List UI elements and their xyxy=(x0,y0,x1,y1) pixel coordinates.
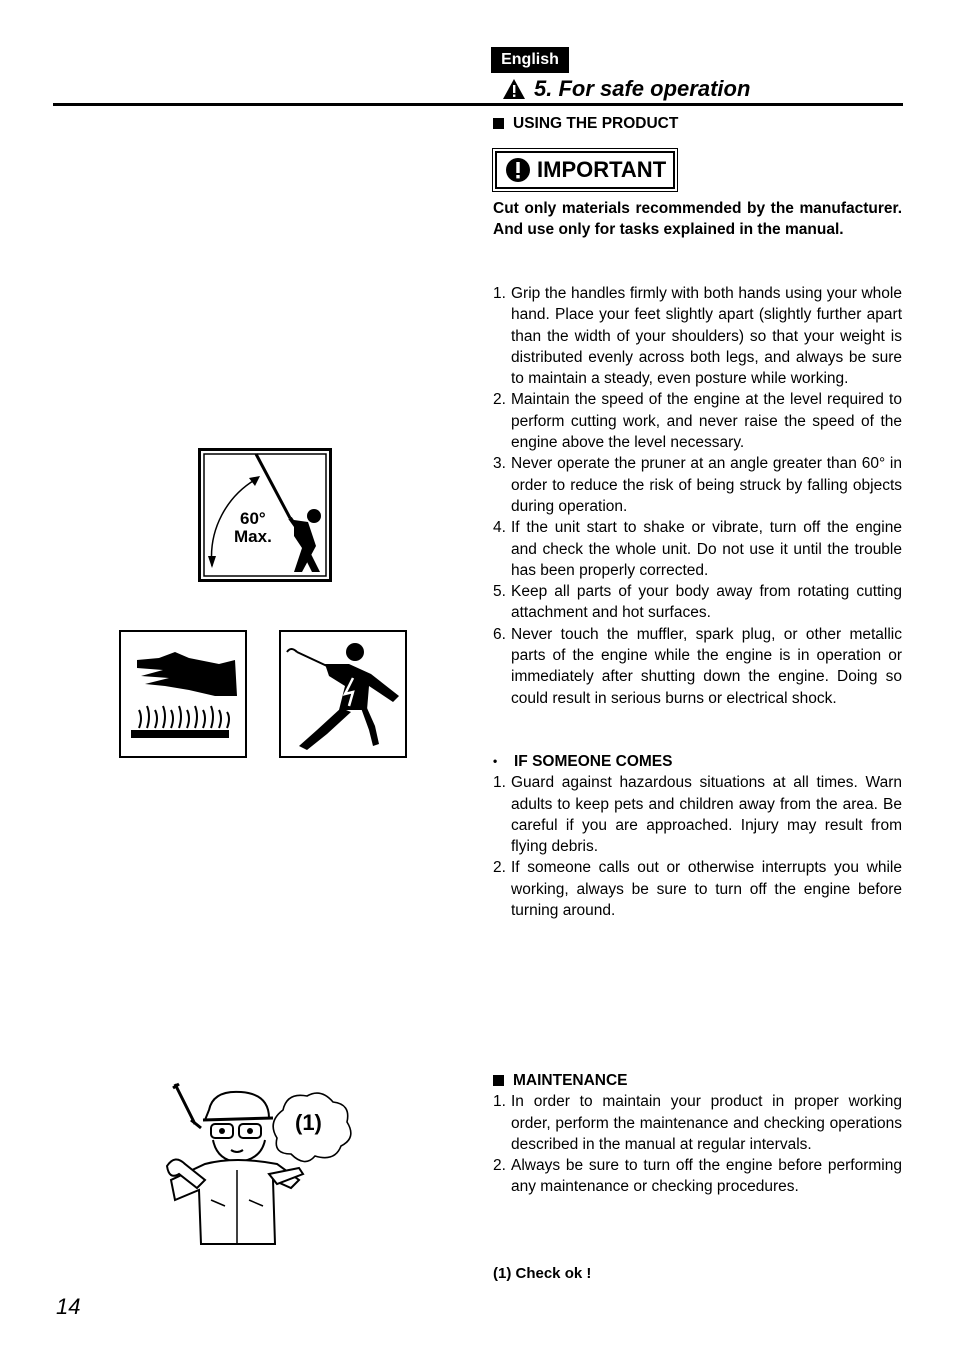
square-bullet-icon xyxy=(493,118,504,129)
exclamation-icon xyxy=(505,157,531,183)
maintenance-block xyxy=(493,1070,902,1198)
using-list-block xyxy=(493,283,902,709)
list-item-text: Never operate the pruner at an angle greater than 60° in order to reduce the risk of being struck by falling objects during operation. xyxy=(511,455,902,515)
list-item-number: 6. xyxy=(493,625,506,643)
warning-triangle-icon xyxy=(502,78,526,100)
list-item-text: In order to maintain your product in proper working order, perform the maintenance and checking operations described in the manual at regular intervals. xyxy=(511,1093,902,1153)
important-label: IMPORTANT xyxy=(537,157,667,182)
important-box xyxy=(495,151,675,189)
section-title-text: 5. For safe operation xyxy=(534,76,751,101)
list-item-text: Always be sure to turn off the engine before performing any maintenance or checking procedures. xyxy=(511,1157,902,1196)
list-item xyxy=(493,453,902,517)
list-item-number: 2. xyxy=(493,391,506,409)
electric-shock-pictogram xyxy=(279,630,407,763)
list-item-text: Guard against hazardous situations at all times. Warn adults to keep pets and children away from the area. Be careful if you are approached. Injury may result from flying debris. xyxy=(511,774,902,856)
square-bullet-icon xyxy=(493,1075,504,1086)
list-item-number: 2. xyxy=(493,1157,506,1175)
list-item-text: Never touch the muffler, spark plug, or other metallic parts of the engine while the engine is in operation or immediately after shutting down the engine. Doing so could result in serious burns or electrical shock. xyxy=(511,625,902,707)
bullet-dot-icon: • xyxy=(493,754,498,768)
hot-plate xyxy=(131,730,229,738)
someone-heading: • IF SOMEONE COMES xyxy=(493,751,902,772)
list-item-number: 4. xyxy=(493,519,506,537)
important-note: Cut only materials recommended by the manufacturer. And use only for tasks explained in the manual. xyxy=(493,200,902,239)
list-item xyxy=(493,857,902,921)
list-item xyxy=(493,517,902,581)
angle-pictogram xyxy=(198,448,332,587)
using-heading: USING THE PRODUCT xyxy=(493,113,902,134)
header-rule xyxy=(53,103,903,106)
callout-label: (1) xyxy=(295,1110,322,1135)
list-item-text: If someone calls out or otherwise interrupts you while working, always be sure to turn off the engine before turning around. xyxy=(511,859,902,920)
footnote-block xyxy=(493,1263,902,1284)
angle-label: 60° xyxy=(240,509,266,528)
important-note-block xyxy=(493,198,902,241)
list-item-text: If the unit start to shake or vibrate, turn off the engine and check the whole unit. Do not use it until the trouble has been properly corrected. xyxy=(511,519,902,579)
list-item xyxy=(493,624,902,709)
someone-block xyxy=(493,751,902,921)
section-title xyxy=(502,75,750,103)
list-item xyxy=(493,772,902,857)
list-item-text: Grip the handles firmly with both hands using your whole hand. Place your feet slightly apart (slightly further apart than the width of your shoulders) so that your weight is distributed evenly across both legs, and always be sure to maintain a steady, even posture while working. xyxy=(511,285,902,388)
using-heading-block xyxy=(493,113,902,134)
maintenance-list xyxy=(493,1091,902,1197)
list-item-number: 3. xyxy=(493,455,506,473)
list-item-number: 1. xyxy=(493,1093,506,1111)
mechanic-illustration xyxy=(165,1080,365,1255)
screwdriver-icon xyxy=(173,1084,201,1128)
list-item xyxy=(493,283,902,389)
list-item-number: 1. xyxy=(493,285,506,302)
list-item xyxy=(493,1091,902,1155)
list-item-number: 2. xyxy=(493,859,506,877)
maintenance-heading: MAINTENANCE xyxy=(493,1070,902,1091)
using-list xyxy=(493,283,902,709)
language-tab: English xyxy=(491,47,569,73)
list-item xyxy=(493,389,902,453)
list-item xyxy=(493,581,902,624)
helmet xyxy=(205,1092,269,1120)
max-label: Max. xyxy=(234,527,272,546)
list-item-number: 5. xyxy=(493,583,506,601)
list-item xyxy=(493,1155,902,1198)
someone-list xyxy=(493,772,902,921)
list-item-text: Maintain the speed of the engine at the level required to perform cutting work, and never raise the speed of the engine above the level necessary. xyxy=(511,391,902,452)
list-item-text: Keep all parts of your body away from rotating cutting attachment and hot surfaces. xyxy=(511,583,902,622)
footnote: (1) Check ok ! xyxy=(493,1265,592,1282)
list-item-number: 1. xyxy=(493,774,506,792)
page-number: 14 xyxy=(56,1294,81,1319)
hot-surface-pictogram xyxy=(119,630,247,763)
